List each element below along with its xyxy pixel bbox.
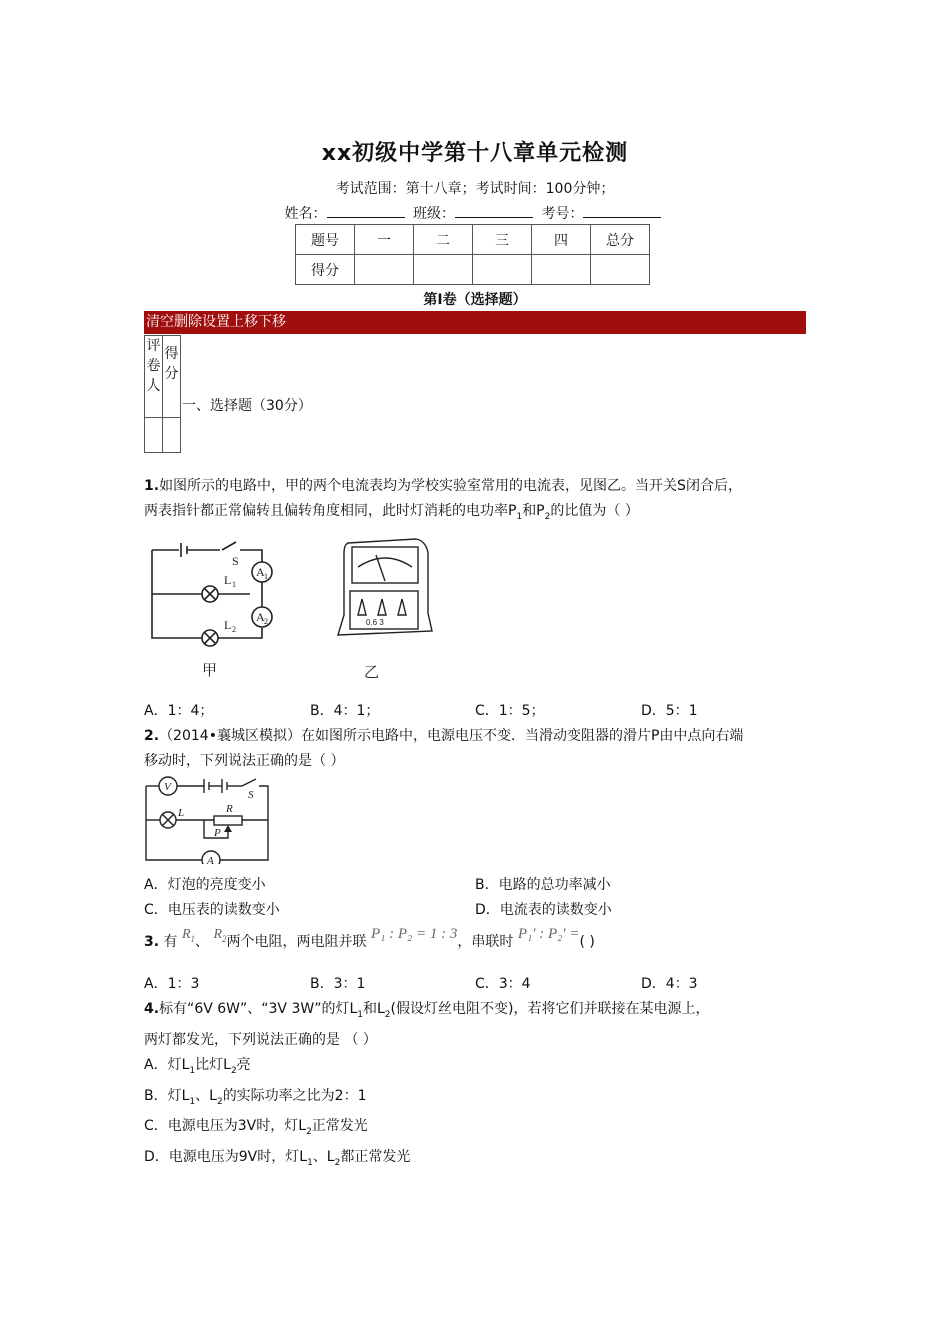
q4-line2: 两灯都发光，下列说法正确的是 （ ）	[144, 1031, 377, 1048]
q4-option-sub: 2	[306, 1127, 312, 1138]
circuit-wire	[240, 550, 262, 562]
q4-option-c[interactable]	[144, 1114, 709, 1145]
q3-formula2: P₁′ : P₂′ =	[517, 926, 580, 942]
figure-jia-caption: 甲	[202, 661, 218, 679]
score-cell-label	[163, 336, 181, 418]
score-cell[interactable]	[591, 255, 650, 285]
q3-t2: 两个电阻，两电阻并联	[226, 934, 367, 950]
lamp-l2-sub: 2	[232, 625, 236, 634]
score-header-cell: 二	[414, 225, 473, 255]
q4-option-text: 比灯L	[195, 1056, 231, 1073]
q4-option-text: 、L	[312, 1149, 335, 1166]
q4-option-text: B．灯L	[144, 1087, 190, 1104]
q3-r2-letter: R	[213, 927, 223, 942]
q4-option-b[interactable]	[144, 1084, 709, 1115]
q4-option-a[interactable]	[144, 1053, 709, 1084]
meter-base	[350, 591, 418, 629]
volume-title: 第I卷（选择题）	[423, 292, 527, 308]
q2-circuit-figure	[144, 772, 274, 864]
grader-score-label: 得分	[164, 346, 179, 382]
terminal-icon	[358, 599, 366, 615]
q4-line1b: 和L	[362, 1001, 385, 1017]
score-value-row	[296, 255, 650, 285]
number-label: 考号：	[541, 206, 584, 222]
q2-number: 2.	[144, 728, 160, 744]
q2-option-a[interactable]: A．灯泡的亮度变小	[144, 877, 266, 893]
score-header-row	[296, 225, 650, 255]
grader-entry[interactable]	[145, 418, 163, 453]
q1-text	[144, 474, 742, 530]
q4-option-text: 的实际功率之比为2：1	[222, 1087, 367, 1104]
switch-blade	[222, 542, 236, 550]
q1-circuit-figure	[144, 538, 284, 683]
ammeter-label: A	[207, 855, 214, 864]
q4-option-text: 都正常发光	[340, 1149, 411, 1166]
q4-option-sub: 1	[189, 1065, 196, 1076]
score-row-label: 得分	[296, 255, 355, 285]
switch-blade	[242, 779, 256, 786]
grader-cell	[145, 336, 163, 418]
q4-option-sub: 2	[216, 1096, 223, 1107]
score-cell[interactable]	[473, 255, 532, 285]
name-blank[interactable]	[327, 203, 405, 218]
q4-option-text: C．电源电压为3V时，灯L	[144, 1118, 307, 1135]
q3-text	[144, 927, 595, 962]
q1-line2b: 和P	[522, 503, 545, 519]
q1-line2c: 的比值为（ ）	[550, 503, 639, 519]
q4-line1c: (假设灯丝电阻不变)，若将它们并联接在某电源上，	[390, 1001, 710, 1017]
q1-sub1: 1	[516, 511, 523, 522]
lamp-l2-label: L	[224, 618, 232, 632]
slider-arrow-icon	[224, 825, 232, 832]
score-header-cell: 四	[532, 225, 591, 255]
score-cell[interactable]	[355, 255, 414, 285]
q4-sub: 2	[384, 1009, 391, 1020]
q1-number: 1.	[144, 478, 160, 494]
circuit-wire	[220, 786, 268, 860]
q4-option-text: 正常发光	[311, 1118, 368, 1135]
terminal-icon	[398, 599, 406, 615]
q3-t4: ( )	[579, 934, 595, 950]
student-fields	[0, 203, 950, 223]
q1-ammeter-figure	[330, 533, 440, 683]
q4-option-sub: 1	[189, 1096, 196, 1107]
voltmeter-label: V	[164, 781, 171, 793]
q4-option-sub: 2	[230, 1065, 237, 1076]
q4-line1a: 标有“6V 6W”、“3V 3W”的灯L	[159, 1001, 358, 1017]
rheostat-icon	[214, 816, 242, 825]
score-cell[interactable]	[532, 255, 591, 285]
q2-text	[144, 724, 743, 774]
switch-label: S	[248, 789, 254, 801]
score-header-cell: 题号	[296, 225, 355, 255]
ammeter-a2-label: A	[256, 610, 265, 624]
figure-yi-caption: 乙	[364, 663, 380, 681]
q3-r2	[213, 927, 226, 942]
ammeter-a1-label: A	[256, 565, 265, 579]
lamp-l1-label: L	[224, 573, 232, 587]
ammeter-a1-sub: 1	[264, 572, 268, 581]
name-label: 姓名：	[284, 206, 327, 222]
q1-option-d[interactable]: D．5：1	[641, 703, 698, 719]
class-label: 班级：	[413, 206, 455, 222]
q3-r1-sub: 1	[190, 933, 196, 944]
lamp-l1-sub: 1	[232, 580, 236, 589]
score-header-cell: 总分	[591, 225, 650, 255]
q2-option-c[interactable]: C．电压表的读数变小	[144, 902, 280, 918]
q3-option-a[interactable]: A．1：3	[144, 976, 200, 992]
q4-text	[144, 997, 709, 1176]
q2-line1: （2014•襄城区模拟）在如图所示电路中，电源电压不变．当滑动变阻器的滑片P由中点向右端	[159, 728, 744, 744]
q2-option-b[interactable]: B．电路的总功率减小	[475, 877, 611, 893]
q1-line1: 如图所示的电路中，甲的两个电流表均为学校实验室常用的电流表，见图乙。当开关S闭合后，	[159, 478, 742, 494]
q4-option-text: 、L	[195, 1087, 217, 1104]
q3-r1	[182, 927, 195, 942]
circuit-wire	[146, 786, 202, 860]
q3-r1-letter: R	[181, 927, 191, 942]
class-blank[interactable]	[455, 203, 533, 218]
q3-option-c[interactable]: C．3：4	[475, 976, 531, 992]
q4-option-text: A．灯L	[144, 1056, 190, 1073]
q4-option-sub: 2	[334, 1157, 341, 1168]
score-header-cell: 三	[473, 225, 532, 255]
score-table	[295, 224, 650, 285]
switch-label: S	[232, 554, 239, 568]
grader-table	[144, 335, 181, 453]
q3-t1: 有	[163, 934, 178, 950]
score-header-cell: 一	[355, 225, 414, 255]
q3-option-b[interactable]: B．3：1	[310, 976, 366, 992]
q3-r2-sub: 2	[222, 933, 227, 944]
q3-formula1: P₁ : P₂ = 1 : 3	[371, 926, 458, 942]
lamp-label: L	[178, 807, 185, 819]
toolbar-label[interactable]: 清空删除设置上移下移	[146, 314, 286, 330]
score-cell[interactable]	[414, 255, 473, 285]
terminal-icon	[378, 599, 386, 615]
q1-option-a[interactable]: A．1：4；	[144, 703, 214, 719]
q4-option-text: D．电源电压为9V时，灯L	[144, 1149, 308, 1166]
q2-option-d[interactable]: D．电流表的读数变小	[475, 902, 612, 918]
number-blank[interactable]	[583, 203, 661, 218]
exam-info: 考试范围：第十八章；考试时间：100分钟；	[335, 181, 615, 197]
q1-option-c[interactable]: C．1：5；	[475, 703, 545, 719]
meter-scale	[358, 558, 412, 567]
ammeter-a2-sub: 2	[264, 617, 268, 626]
exam-title: xx初级中学第十八章单元检测	[321, 141, 629, 166]
meter-terminal-labels: 0.6 3	[366, 618, 384, 627]
q4-option-sub: 1	[307, 1157, 313, 1168]
section-heading: 一、选择题（30分）	[182, 398, 312, 414]
q3-sep: 、	[195, 934, 210, 950]
q4-option-text: 亮	[236, 1056, 251, 1073]
q2-line2: 移动时，下列说法正确的是（ ）	[144, 753, 345, 769]
rheostat-label: R	[226, 803, 233, 815]
q4-sub: 1	[357, 1009, 363, 1020]
q4-number: 4.	[144, 1001, 160, 1017]
q4-option-d[interactable]	[144, 1145, 709, 1176]
q3-option-d[interactable]: D．4：3	[641, 976, 698, 992]
q1-line2a: 两表指针都正常偏转且偏转角度相同，此时灯消耗的电功率P	[144, 503, 517, 519]
grader-label: 评卷人	[146, 338, 161, 394]
section-toolbar[interactable]	[144, 311, 806, 334]
q3-number: 3.	[144, 934, 160, 950]
slider-label: P	[214, 827, 221, 839]
q3-t3: ，串联时	[457, 934, 514, 950]
q1-option-b[interactable]: B．4：1；	[310, 703, 380, 719]
grader-score-entry[interactable]	[163, 418, 181, 453]
q1-sub2: 2	[544, 511, 551, 522]
